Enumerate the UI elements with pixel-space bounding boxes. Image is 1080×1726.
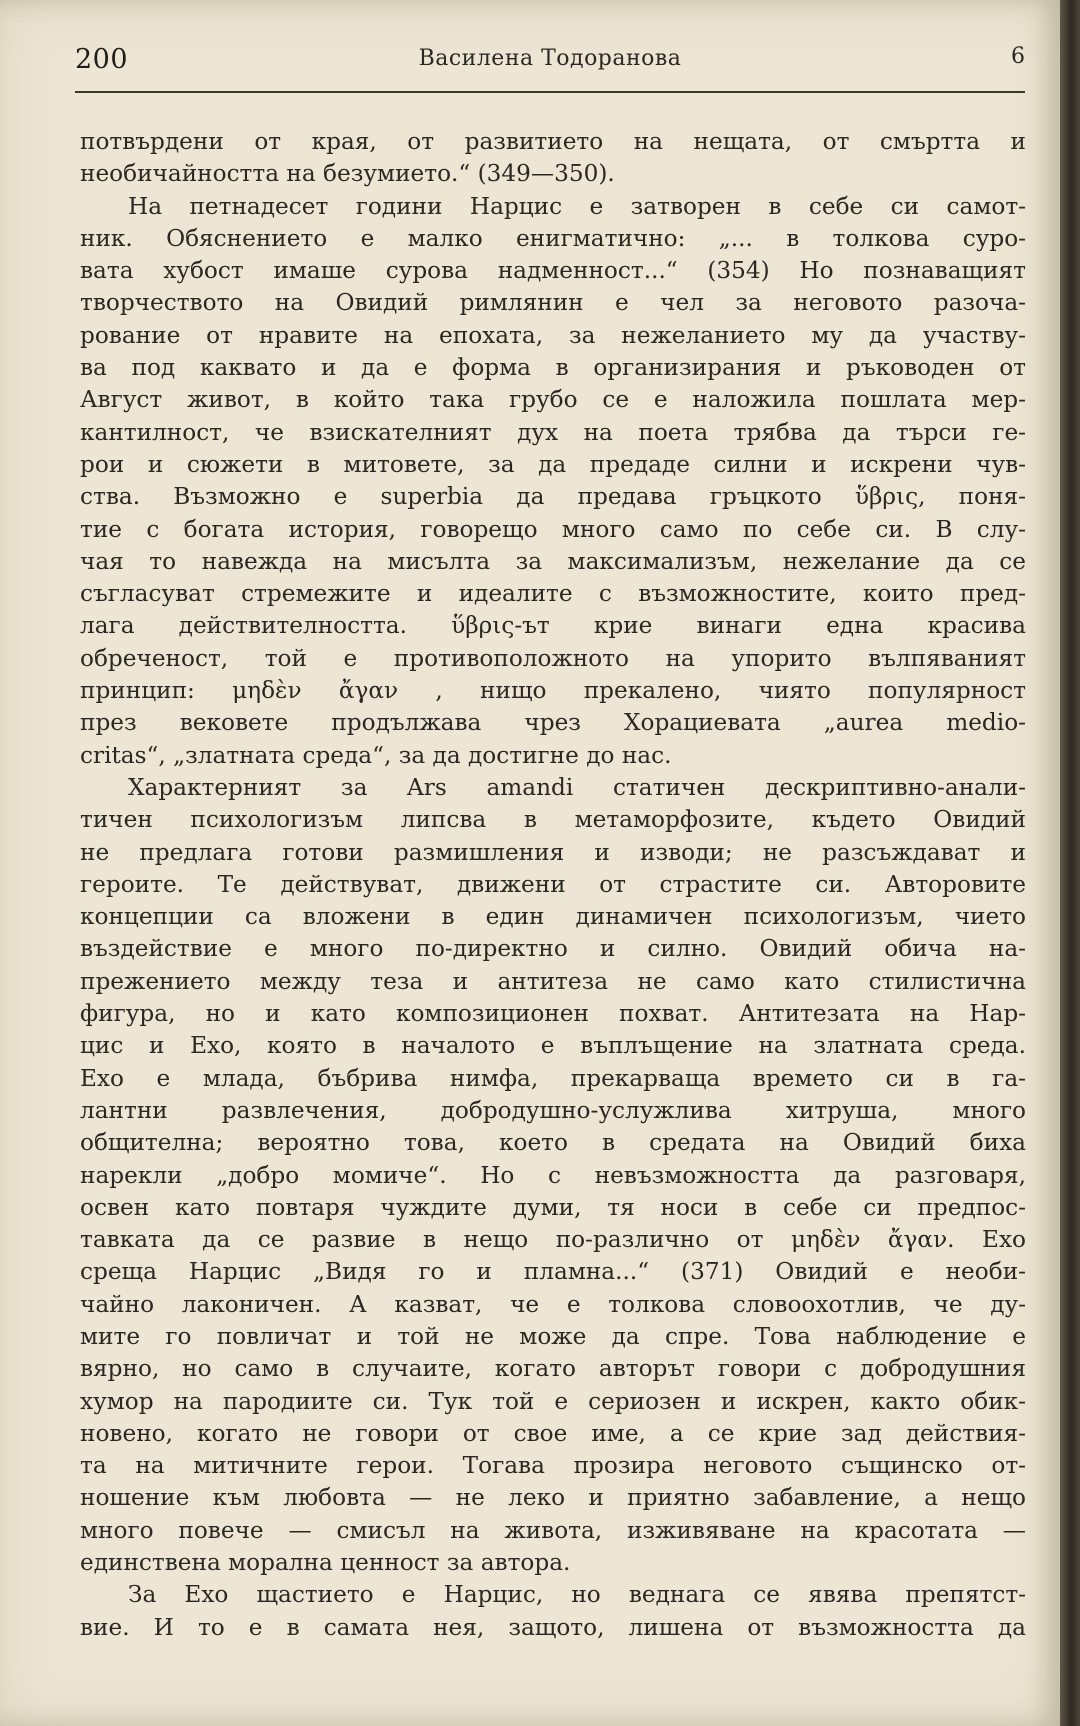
text-line: Ехо е млада, бъбрива нимфа, прекарваща времето си в га- [80,1064,1026,1092]
text-line: чая то навежда на мисълта за максимализъм, нежелание да се [80,547,1026,575]
text-line: рование от нравите на епохата, за нежеланието му да участву- [80,321,1026,349]
text-line: нарекли „добро момиче“. Но с невъзможността да разговаря, [80,1161,1026,1189]
text-line: много повече — смисъл на живота, изживяване на красотата — [80,1516,1026,1544]
text-line: фигура, но и като композиционен похват. Антитезата на Нар- [80,1000,1026,1028]
text-line: принцип: μηδὲν ἄγαν , нищо прекалено, чиято популярност [80,677,1026,705]
text-line: въздействие е много по-директно и силно. Овидий обича на- [80,935,1026,963]
text-line: вата хубост имаше сурова надменност...“ (354) Но познаващият [80,257,1026,285]
text-line: общителна; вероятно това, което в средата на Овидий биха [80,1129,1026,1157]
text-line: Характерният за Ars amandi статичен дескриптивно-анали- [128,773,1026,801]
text-line: рои и сюжети в митовете, за да предаде силни и искрени чув- [80,450,1026,478]
text-line: мите го повличат и той не може да спре. Това наблюдение е [80,1322,1026,1350]
page-header [75,40,1025,90]
text-line: ства. Възможно е superbia да предава гръцкото ὕβρις, поня- [80,483,1026,511]
text-line: обреченост, той е противоположното на упорито вълпяваният [80,644,1026,672]
text-line: потвърдени от края, от развитието на нещата, от смъртта и [80,128,1026,155]
header-rule [75,91,1025,93]
text-line: ник. Обяснението е малко енигматично: „... в толкова суро- [80,224,1026,252]
text-line: цис и Ехо, която в началото е въплъщение на златната среда. [80,1032,1026,1060]
text-line: ношение към любовта — не леко и приятно забавление, а нещо [80,1484,1026,1512]
text-line: единствена морална ценност за автора. [80,1549,571,1577]
book-spine-edge [1060,0,1080,1726]
text-line: необичайността на безумието.“ (349—350). [80,160,615,188]
text-line: кантилност, че взискателният дух на поета трябва да търси ге- [80,418,1026,446]
page-number: 200 [75,44,129,75]
text-line: освен като повтаря чуждите думи, тя носи в себе си предпос- [80,1193,1026,1221]
text-line: среща Нарцис „Видя го и пламна...“ (371) Овидий е необи- [80,1258,1026,1286]
text-line: съгласуват стремежите и идеалите с възможностите, които пред- [80,580,1026,608]
text-line: героите. Те действуват, движени от страстите си. Авторовите [80,870,1026,898]
text-line: тавката да се развие в нещо по-различно от μηδὲν ἄγαν. Ехо [80,1226,1026,1254]
text-line: прежението между теза и антитеза не само като стилистична [80,967,1026,995]
text-line: вие. И то е в самата нея, защото, лишена от възможността да [80,1613,1026,1641]
text-line: Август живот, в който така грубо се е наложила пошлата мер- [80,386,1026,414]
text-line: та на митичните герои. Тогава прозира неговото същинско от- [80,1452,1026,1480]
running-head-author: Василена Тодоранова [418,46,682,71]
text-line: чайно лаконичен. А казват, че е толкова словоохотлив, че ду- [80,1290,1026,1318]
text-line: лага действителността. ὕβρις-ът крие винаги една красива [80,612,1026,640]
text-line: през вековете продължава чрез Хорациевата „aurea medio- [80,709,1026,737]
text-line: новено, когато не говори от свое име, а се крие зад действия- [80,1419,1026,1447]
text-line: тичен психологизъм липсва в метаморфозите, където Овидий [80,806,1026,834]
signature-mark: 6 [1011,44,1025,69]
text-line: critas“, „златната среда“, за да достигне до нас. [80,741,672,769]
text-line: концепции са вложени в един динамичен психологизъм, чието [80,903,1026,931]
text-line: вярно, но само в случаите, когато авторът говори с добродушния [80,1355,1026,1383]
text-line: На петнадесет години Нарцис е затворен в себе си самот- [128,192,1026,220]
text-line: творчеството на Овидий римлянин е чел за неговото разоча- [80,289,1026,317]
text-line: тие с богата история, говорещо много само по себе си. В слу- [80,515,1026,543]
text-line: хумор на пародиите си. Тук той е сериозен и искрен, както обик- [80,1387,1026,1415]
body-text [80,126,1026,1644]
text-line: не предлага готови размишления и изводи; не разсъждават и [80,838,1026,866]
text-line: ва под каквато и да е форма в организирания и ръководен от [80,354,1026,382]
text-line: лантни развлечения, добродушно-услужлива хитруша, много [80,1096,1026,1124]
text-line: За Ехо щастието е Нарцис, но веднага се явява препятст- [128,1581,1026,1609]
